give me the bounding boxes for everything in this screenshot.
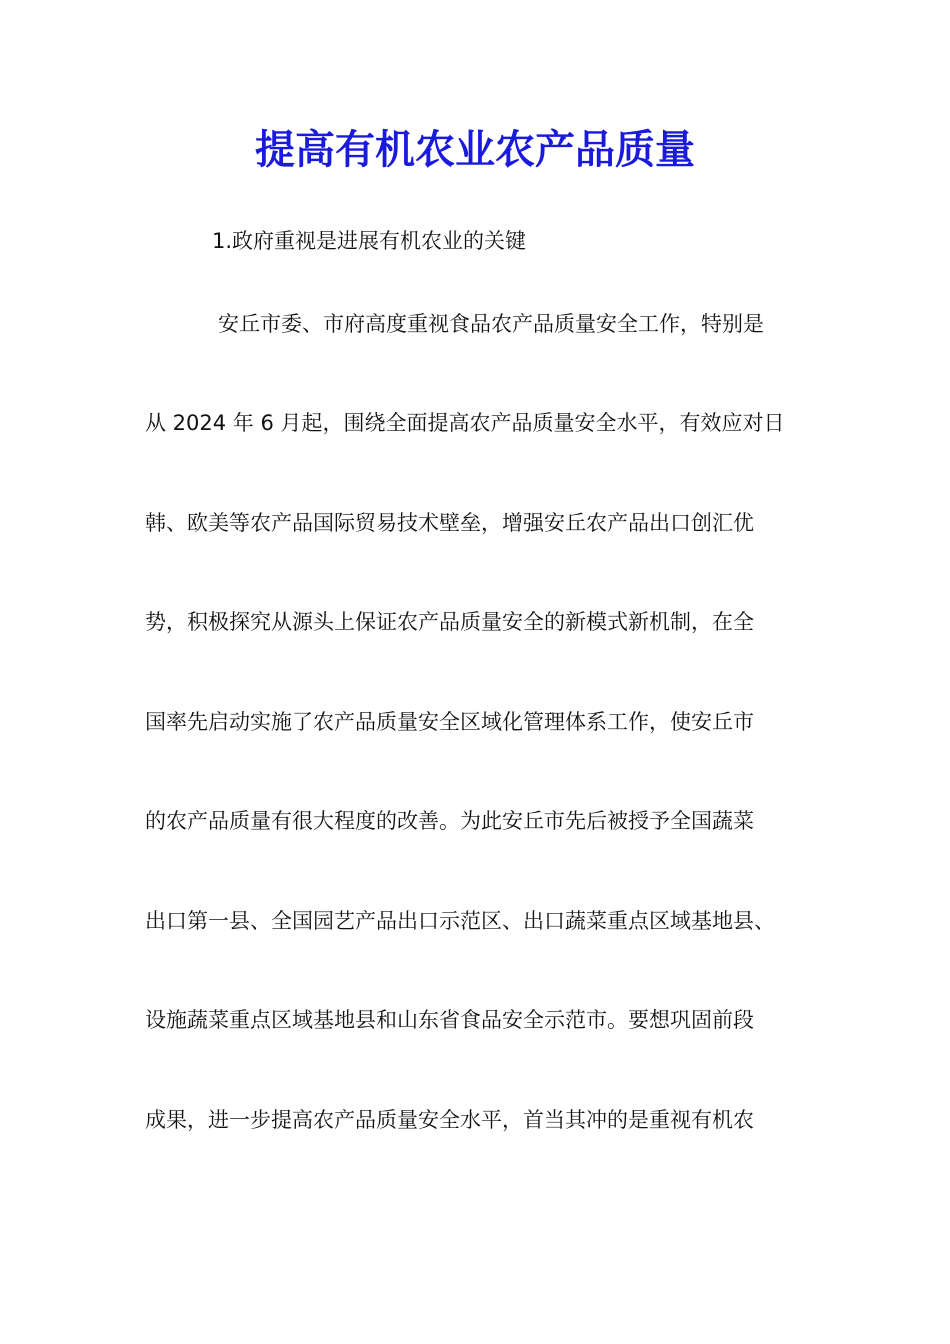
document-title: 提高有机农业农产品质量 [255,126,695,173]
paragraph-line: 安丘市委、市府高度重视食品农产品质量安全工作，特别是 [218,312,764,336]
paragraph-line: 出口第一县、全国园艺产品出口示范区、出口蔬菜重点区域基地县、 [145,909,775,933]
paragraph-line: 势，积极探究从源头上保证农产品质量安全的新模式新机制，在全 [145,610,754,634]
paragraph-line: 韩、欧美等农产品国际贸易技术壁垒，增强安丘农产品出口创汇优 [145,511,754,535]
paragraph-line: 设施蔬菜重点区域基地县和山东省食品安全示范市。要想巩固前段 [145,1008,754,1032]
paragraph-line: 从 2024 年 6 月起，围绕全面提高农产品质量安全水平，有效应对日 [145,411,785,435]
paragraph-line: 成果，进一步提高农产品质量安全水平，首当其冲的是重视有机农 [145,1108,754,1132]
paragraph-line: 国率先启动实施了农产品质量安全区域化管理体系工作，使安丘市 [145,710,754,734]
paragraph-line: 的农产品质量有很大程度的改善。为此安丘市先后被授予全国蔬菜 [145,809,754,833]
section-heading: 1.政府重视是进展有机农业的关键 [212,229,527,253]
